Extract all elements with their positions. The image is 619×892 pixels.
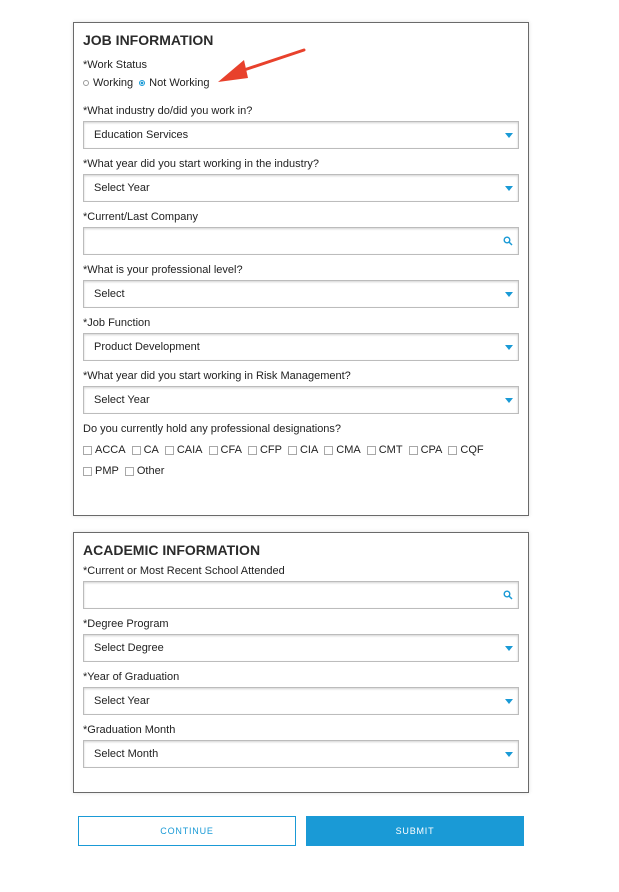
- checkbox-icon: [248, 446, 257, 455]
- school-search-input[interactable]: [83, 581, 519, 609]
- job-function-select[interactable]: [83, 333, 519, 361]
- degree-value: Select Degree: [94, 642, 164, 654]
- working-radio-label: Working: [93, 77, 134, 89]
- chevron-down-icon: [505, 699, 513, 704]
- annotation-arrow-icon: [214, 46, 306, 90]
- designation-checkbox-cqf[interactable]: [448, 440, 483, 461]
- chevron-down-icon: [505, 186, 513, 191]
- continue-button[interactable]: CONTINUE: [78, 816, 296, 846]
- checkbox-icon: [132, 446, 141, 455]
- search-icon: [503, 236, 513, 246]
- grad-year-label: *Year of Graduation: [83, 671, 180, 683]
- professional-level-field: [83, 263, 519, 308]
- checkbox-icon: [125, 467, 134, 476]
- designation-label: CAIA: [176, 444, 203, 456]
- company-label: *Current/Last Company: [83, 211, 198, 223]
- designations-field: [83, 422, 519, 482]
- academic-section-title: ACADEMIC INFORMATION: [83, 542, 261, 558]
- working-radio-icon: [83, 80, 89, 86]
- work-status-label: *Work Status: [83, 59, 147, 71]
- professional-level-select[interactable]: [83, 280, 519, 308]
- designation-label: Other: [136, 465, 165, 477]
- designation-label: ACCA: [95, 444, 126, 456]
- industry-year-label: *What year did you start working in the industry?: [83, 158, 320, 170]
- chevron-down-icon: [505, 292, 513, 297]
- designation-checkbox-caia[interactable]: [165, 440, 203, 461]
- grad-month-field: [83, 723, 519, 768]
- designation-checkbox-cfp[interactable]: [248, 440, 282, 461]
- risk-year-value: Select Year: [94, 394, 150, 406]
- submit-button[interactable]: SUBMIT: [306, 816, 524, 846]
- company-field: [83, 210, 519, 255]
- industry-field: [83, 104, 519, 149]
- designations-checkbox-group: [83, 440, 515, 482]
- professional-level-label: *What is your professional level?: [83, 264, 243, 276]
- degree-label: *Degree Program: [83, 618, 169, 630]
- checkbox-icon: [83, 467, 92, 476]
- designation-checkbox-pmp[interactable]: [83, 461, 119, 482]
- designation-label: CPA: [420, 444, 443, 456]
- professional-level-value: Select: [94, 288, 125, 300]
- not-working-radio[interactable]: [139, 76, 209, 90]
- search-icon: [503, 590, 513, 600]
- school-field: [83, 564, 519, 609]
- checkbox-icon: [83, 446, 92, 455]
- industry-select[interactable]: [83, 121, 519, 149]
- designation-label: CA: [143, 444, 159, 456]
- industry-value: Education Services: [94, 129, 189, 141]
- checkbox-icon: [409, 446, 418, 455]
- industry-year-field: [83, 157, 519, 202]
- designation-checkbox-ca[interactable]: [132, 440, 159, 461]
- industry-year-value: Select Year: [94, 182, 150, 194]
- checkbox-icon: [324, 446, 333, 455]
- chevron-down-icon: [505, 646, 513, 651]
- chevron-down-icon: [505, 398, 513, 403]
- designation-checkbox-cpa[interactable]: [409, 440, 443, 461]
- industry-label: *What industry do/did you work in?: [83, 105, 253, 117]
- risk-year-label: *What year did you start working in Risk Management?: [83, 370, 351, 382]
- job-function-label: *Job Function: [83, 317, 151, 329]
- job-function-value: Product Development: [94, 341, 200, 353]
- designation-label: PMP: [95, 465, 119, 477]
- checkbox-icon: [288, 446, 297, 455]
- grad-month-select[interactable]: [83, 740, 519, 768]
- grad-year-select[interactable]: [83, 687, 519, 715]
- grad-year-field: [83, 670, 519, 715]
- designation-label: CFA: [220, 444, 242, 456]
- chevron-down-icon: [505, 133, 513, 138]
- industry-year-select[interactable]: [83, 174, 519, 202]
- job-information-section: [73, 22, 529, 516]
- risk-year-field: [83, 369, 519, 414]
- designation-label: CQF: [460, 444, 484, 456]
- designation-label: CFP: [259, 444, 282, 456]
- degree-select[interactable]: [83, 634, 519, 662]
- school-label: *Current or Most Recent School Attended: [83, 565, 285, 577]
- designation-checkbox-cfa[interactable]: [209, 440, 242, 461]
- job-section-title: JOB INFORMATION: [83, 32, 214, 48]
- job-function-field: [83, 316, 519, 361]
- designations-label: Do you currently hold any professional designations?: [83, 423, 342, 435]
- checkbox-icon: [165, 446, 174, 455]
- designation-checkbox-cia[interactable]: [288, 440, 318, 461]
- grad-year-value: Select Year: [94, 695, 150, 707]
- grad-month-label: *Graduation Month: [83, 724, 176, 736]
- chevron-down-icon: [505, 345, 513, 350]
- not-working-radio-icon: [139, 80, 145, 86]
- checkbox-icon: [448, 446, 457, 455]
- designation-checkbox-acca[interactable]: [83, 440, 126, 461]
- designation-checkbox-other[interactable]: [125, 461, 165, 482]
- chevron-down-icon: [505, 752, 513, 757]
- working-radio[interactable]: [83, 76, 133, 90]
- not-working-radio-label: Not Working: [149, 77, 210, 89]
- grad-month-value: Select Month: [94, 748, 159, 760]
- company-search-input[interactable]: [83, 227, 519, 255]
- designation-label: CMA: [336, 444, 361, 456]
- designation-checkbox-cma[interactable]: [324, 440, 360, 461]
- academic-information-section: [73, 532, 529, 793]
- degree-field: [83, 617, 519, 662]
- designation-label: CIA: [299, 444, 319, 456]
- designation-checkbox-cmt[interactable]: [367, 440, 403, 461]
- risk-year-select[interactable]: [83, 386, 519, 414]
- checkbox-icon: [209, 446, 218, 455]
- checkbox-icon: [367, 446, 376, 455]
- designation-label: CMT: [378, 444, 403, 456]
